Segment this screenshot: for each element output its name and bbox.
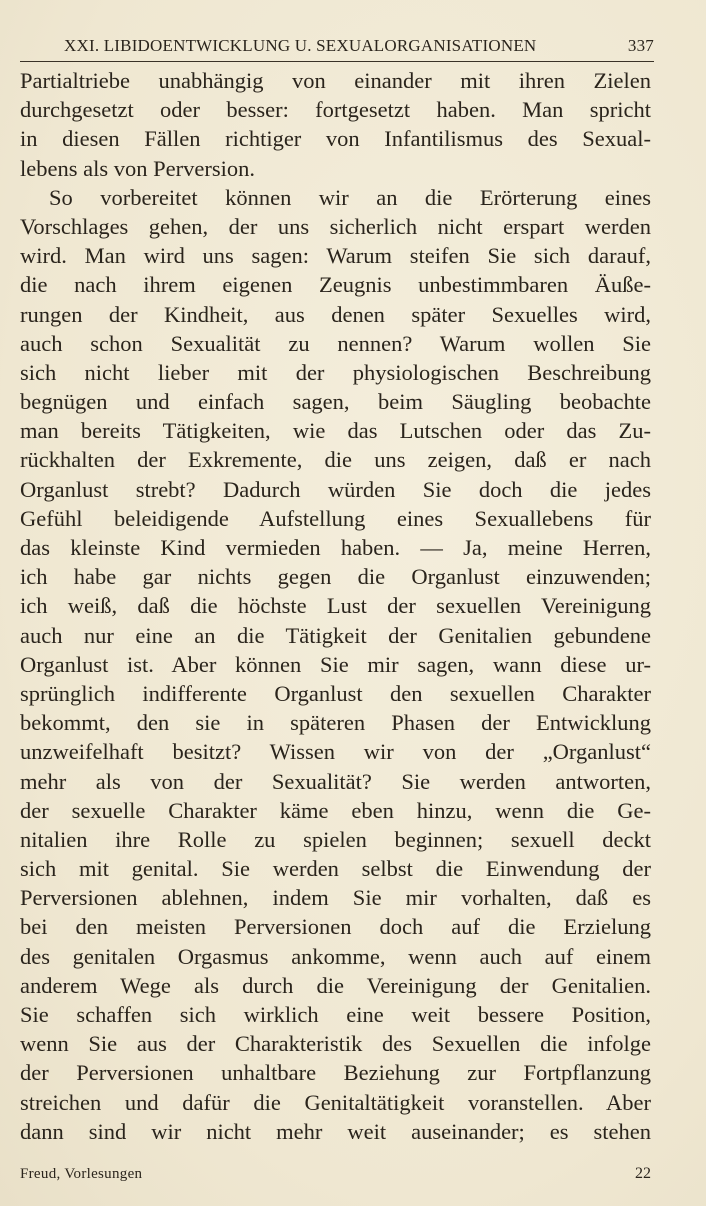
text-line: sprünglich indifferente Organlust den sexuellen Charakter [20, 680, 651, 706]
text-line: der sexuelle Charakter käme eben hinzu, wenn die Ge- [20, 797, 651, 823]
text-line: begnügen und einfach sagen, beim Säugling beobachte [20, 389, 651, 415]
text-line: bei den meisten Perversionen doch auf die Erzielung [20, 914, 651, 940]
running-head [20, 33, 654, 59]
text-line: durchgesetzt oder besser: fortgesetzt haben. Man spricht [20, 97, 651, 123]
text-line: Organlust ist. Aber können Sie mir sagen, wann diese ur- [20, 651, 651, 677]
text-line: lebens als von Perversion. [20, 155, 255, 181]
text-line: rückhalten der Exkremente, die uns zeigen, daß er nach [20, 447, 651, 473]
chapter-title: XXI. LIBIDOENTWICKLUNG U. SEXUALORGANISATIONEN [64, 36, 537, 55]
text-line: in diesen Fällen richtiger von Infantilismus des Sexual- [20, 126, 651, 152]
text-line: bekommt, den sie in späteren Phasen der Entwicklung [20, 710, 651, 736]
text-line: das kleinste Kind vermieden haben. — Ja, meine Herren, [20, 535, 651, 560]
text-line: dann sind wir nicht mehr weit auseinander; es stehen [20, 1118, 651, 1144]
text-line: ich weiß, daß die höchste Lust der sexuellen Vereinigung [20, 593, 651, 619]
text-line: sich mit genital. Sie werden selbst die Einwendung der [20, 856, 651, 882]
text-line: Gefühl beleidigende Aufstellung eines Sexuallebens für [20, 505, 651, 531]
text-line: So vorbereitet können wir an die Erörterung eines [49, 184, 651, 210]
text-line: auch schon Sexualität zu nennen? Warum wollen Sie [20, 330, 651, 356]
text-line: des genitalen Orgasmus ankomme, wenn auch auf einem [20, 943, 651, 969]
sheet-number: 22 [635, 1165, 651, 1182]
text-line: man bereits Tätigkeiten, wie das Lutschen oder das Zu- [20, 418, 651, 444]
text-line: sich nicht lieber mit der physiologischen Beschreibung [20, 359, 651, 385]
text-line: ich habe gar nichts gegen die Organlust einzuwenden; [20, 564, 651, 590]
header-rule [20, 61, 654, 62]
text-line: Sie schaffen sich wirklich eine weit bessere Position, [20, 1002, 651, 1027]
text-line: unzweifelhaft besitzt? Wissen wir von der „Organlust“ [20, 739, 651, 765]
text-line: Perversionen ablehnen, indem Sie mir vorhalten, daß es [20, 885, 651, 911]
text-line: streichen und dafür die Genitaltätigkeit voranstellen. Aber [20, 1089, 651, 1115]
page-footer [20, 1164, 651, 1184]
text-line: auch nur eine an die Tätigkeit der Genitalien gebundene [20, 622, 651, 648]
signature-mark: Freud, Vorlesungen [20, 1166, 143, 1182]
body-text [20, 66, 651, 1146]
text-line: nitalien ihre Rolle zu spielen beginnen; sexuell deckt [20, 826, 651, 852]
text-line: Partialtriebe unabhängig von einander mit ihren Zielen [20, 68, 651, 93]
text-line: wird. Man wird uns sagen: Warum steifen Sie sich darauf, [20, 243, 651, 269]
text-line: wenn Sie aus der Charakteristik des Sexuellen die infolge [20, 1031, 651, 1057]
text-line: Vorschlages gehen, der uns sicherlich nicht erspart werden [20, 213, 651, 239]
text-line: rungen der Kindheit, aus denen später Sexuelles wird, [20, 301, 651, 327]
text-line: der Perversionen unhaltbare Beziehung zur Fortpflanzung [20, 1060, 651, 1086]
text-line: Organlust strebt? Dadurch würden Sie doch die jedes [20, 476, 651, 502]
text-line: die nach ihrem eigenen Zeugnis unbestimmbaren Äuße- [20, 272, 651, 298]
text-line: mehr als von der Sexualität? Sie werden antworten, [20, 768, 651, 794]
text-line: anderem Wege als durch die Vereinigung der Genitalien. [20, 972, 651, 998]
page-number: 337 [627, 36, 654, 55]
